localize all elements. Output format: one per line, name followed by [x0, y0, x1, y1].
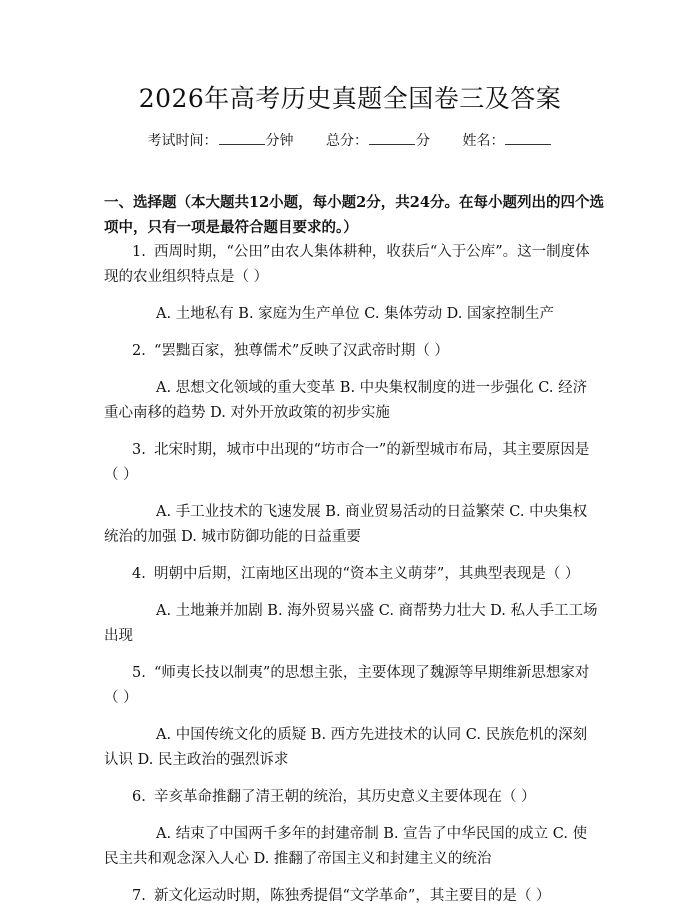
question-number: 1.	[132, 244, 146, 260]
score-label: 总分：	[326, 133, 368, 149]
question-stem	[104, 661, 600, 711]
question-text: “师夷长技以制夷”的思想主张，主要体现了魏源等早期维新思想家对（ ）	[104, 665, 590, 706]
question-number: 2.	[132, 343, 146, 359]
time-label: 考试时间：	[147, 133, 218, 149]
time-unit: 分钟	[265, 133, 294, 149]
question-options: A. 结束了中国两千多年的封建帝制 B. 宣告了中华民国的成立 C. 使民主共和观念深入人心 D. 推翻了帝国主义和封建主义的统治	[104, 826, 588, 867]
question-list	[104, 240, 600, 921]
section-heading: 一、选择题（本大题共12小题，每小题2分，共24分。在每小题列出的四个选项中，只有一项是最符合题目要求的。）	[104, 194, 604, 236]
question-stem	[104, 884, 600, 909]
student-name	[462, 131, 552, 151]
question-number: 6.	[132, 789, 146, 805]
question-number: 3.	[132, 442, 146, 458]
question-stem	[104, 785, 600, 810]
question-stem	[104, 438, 600, 488]
question-number: 7.	[132, 888, 146, 904]
question-stem	[104, 562, 600, 587]
question-options: A. 土地私有 B. 家庭为生产单位 C. 集体劳动 D. 国家控制生产	[156, 306, 555, 322]
question-text: 新文化运动时期，陈独秀提倡“文学革命”，其主要目的是（ ）	[154, 888, 551, 904]
page-title: 2026年高考历史真题全国卷三及答案	[138, 84, 562, 113]
question-number: 5.	[132, 665, 146, 681]
question-options: A. 思想文化领域的重大变革 B. 中央集权制度的进一步强化 C. 经济重心南移的趋势 D. 对外开放政策的初步实施	[104, 380, 588, 421]
exam-info-line	[0, 131, 700, 151]
total-score	[326, 131, 430, 151]
question-text: “罢黜百家，独尊儒术”反映了汉武帝时期（ ）	[154, 343, 449, 359]
question-stem	[104, 240, 600, 290]
name-blank	[505, 131, 551, 145]
question-options: A. 手工业技术的飞速发展 B. 商业贸易活动的日益繁荣 C. 中央集权统治的加强 D. 城市防御功能的日益重要	[104, 504, 588, 545]
question-text: 明朝中后期，江南地区出现的“资本主义萌芽”，其典型表现是（ ）	[154, 566, 580, 582]
exam-time	[148, 131, 294, 151]
question-number: 4.	[132, 566, 146, 582]
score-unit: 分	[416, 133, 430, 149]
name-label: 姓名：	[462, 133, 505, 149]
question-stem	[104, 339, 600, 364]
time-blank	[219, 131, 265, 145]
question-text: 西周时期，“公田”由农人集体耕种，收获后“入于公库”。这一制度体现的农业组织特点是（ ）	[104, 244, 590, 285]
question-text: 辛亥革命推翻了清王朝的统治，其历史意义主要体现在（ ）	[154, 789, 536, 805]
question-text: 北宋时期，城市中出现的“坊市合一”的新型城市布局，其主要原因是（ ）	[104, 442, 590, 483]
question-options: A. 土地兼并加剧 B. 海外贸易兴盛 C. 商帮势力壮大 D. 私人手工工场出现	[104, 603, 598, 644]
question-options: A. 中国传统文化的质疑 B. 西方先进技术的认同 C. 民族危机的深刻认识 D. 民主政治的强烈诉求	[104, 727, 588, 768]
score-blank	[369, 131, 415, 145]
